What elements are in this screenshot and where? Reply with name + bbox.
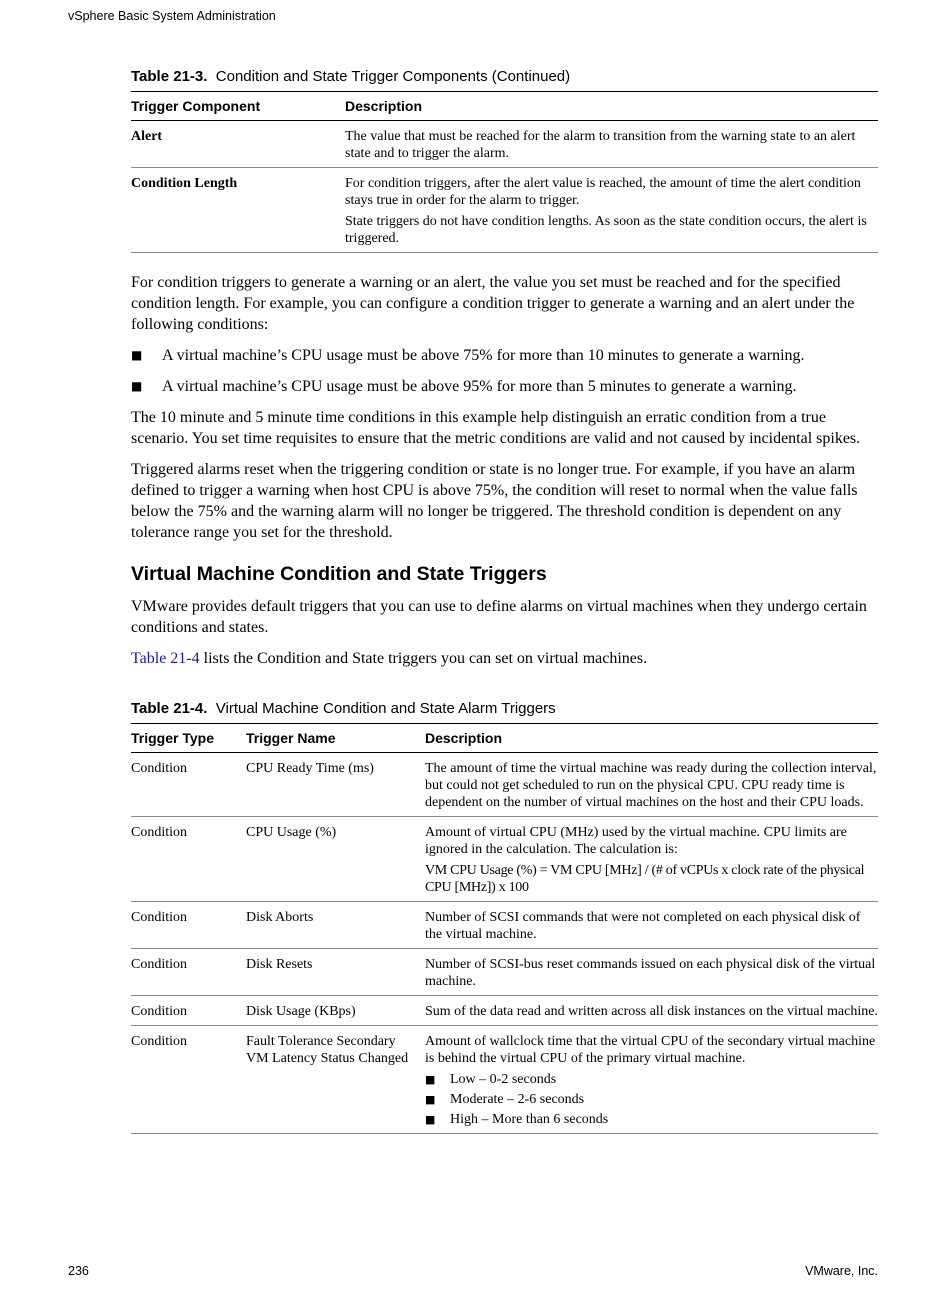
list-item-text: A virtual machine’s CPU usage must be above 75% for more than 10 minutes to generate a warning. bbox=[162, 347, 805, 364]
list-item bbox=[425, 1111, 878, 1128]
table-header-row bbox=[131, 92, 878, 121]
table-21-3-block bbox=[131, 68, 878, 253]
description-text: The amount of time the virtual machine was ready during the collection interval, but could not get scheduled to run on the physical CPU. CPU ready time is dependent on the number of virtual machines on the host and their CPU loads. bbox=[425, 761, 877, 810]
square-bullet-icon: ■ bbox=[425, 1073, 436, 1086]
trigger-type: Condition bbox=[131, 996, 246, 1026]
trigger-name: Disk Aborts bbox=[246, 902, 425, 949]
list-item-text: Low – 0-2 seconds bbox=[450, 1072, 557, 1087]
description-cell bbox=[425, 753, 878, 817]
trigger-name: Disk Usage (KBps) bbox=[246, 996, 425, 1026]
trigger-type: Condition bbox=[131, 902, 246, 949]
table-caption-text: Virtual Machine Condition and State Alarm Triggers bbox=[215, 700, 556, 717]
table-row bbox=[131, 1026, 878, 1134]
trigger-type: Condition bbox=[131, 949, 246, 996]
trigger-type: Condition bbox=[131, 1026, 246, 1134]
square-bullet-icon: ■ bbox=[425, 1093, 436, 1106]
square-bullet-icon: ■ bbox=[131, 348, 143, 362]
description-cell bbox=[425, 902, 878, 949]
table-21-4-block bbox=[131, 700, 878, 1134]
column-header: Description bbox=[425, 724, 878, 753]
running-header: vSphere Basic System Administration bbox=[68, 9, 276, 23]
table-21-4-caption bbox=[131, 700, 878, 717]
description-text: Sum of the data read and written across all disk instances on the virtual machine. bbox=[425, 1004, 878, 1019]
table-caption-text: Condition and State Trigger Components (Continued) bbox=[215, 68, 571, 85]
table-21-3-caption bbox=[131, 68, 878, 85]
table-header-row bbox=[131, 724, 878, 753]
table-21-4-link[interactable]: Table 21-4 bbox=[131, 650, 200, 667]
description-text: The value that must be reached for the alarm to transition from the warning state to an alert state and to trigger the alarm. bbox=[345, 129, 856, 161]
trigger-name: Disk Resets bbox=[246, 949, 425, 996]
list-item-text: High – More than 6 seconds bbox=[450, 1112, 609, 1127]
trigger-name: CPU Usage (%) bbox=[246, 817, 425, 902]
description-cell bbox=[425, 817, 878, 902]
table-row bbox=[131, 817, 878, 902]
list-item bbox=[131, 345, 878, 366]
column-header: Description bbox=[345, 92, 878, 121]
paragraph: VMware provides default triggers that you can use to define alarms on virtual machines when they undergo certain conditions and states. bbox=[131, 598, 867, 636]
description-cell bbox=[345, 121, 878, 168]
description-text: State triggers do not have condition lengths. As soon as the state condition occurs, the alert is triggered. bbox=[345, 214, 867, 246]
list-item bbox=[425, 1071, 878, 1088]
description-text: Number of SCSI commands that were not completed on each physical disk of the virtual machine. bbox=[425, 910, 861, 942]
description-text: Amount of wallclock time that the virtual CPU of the secondary virtual machine is behind the virtual CPU of the primary virtual machine. bbox=[425, 1034, 876, 1066]
trigger-component: Alert bbox=[131, 121, 345, 168]
paragraph: Triggered alarms reset when the triggering condition or state is no longer true. For example, if you have an alarm defined to trigger a warning when host CPU is above 75%, the condition will reset to normal when the value falls below the 75% and the warning alarm will no longer be triggered. The threshold condition is dependent on any tolerance range you set for the threshold. bbox=[131, 461, 858, 541]
table-21-4 bbox=[131, 723, 878, 1134]
table-caption-label: Table 21-3. bbox=[131, 68, 208, 85]
table-row bbox=[131, 949, 878, 996]
trigger-name: CPU Ready Time (ms) bbox=[246, 753, 425, 817]
description-cell bbox=[425, 996, 878, 1026]
formula-text: VM CPU Usage (%) = VM CPU [MHz] / (# of vCPUs x clock rate of the physical CPU [MHz]) x 100 bbox=[425, 863, 865, 895]
column-header: Trigger Type bbox=[131, 724, 246, 753]
table-21-3 bbox=[131, 91, 878, 253]
table-row bbox=[131, 168, 878, 253]
footer-company: VMware, Inc. bbox=[805, 1264, 878, 1278]
table-row bbox=[131, 753, 878, 817]
table-row bbox=[131, 902, 878, 949]
paragraph bbox=[131, 648, 878, 669]
body-text bbox=[131, 272, 878, 679]
list-item bbox=[131, 376, 878, 397]
paragraph-text: lists the Condition and State triggers you can set on virtual machines. bbox=[199, 650, 648, 667]
description-text: Amount of virtual CPU (MHz) used by the virtual machine. CPU limits are ignored in the calculation. The calculation is: bbox=[425, 825, 847, 857]
trigger-name: Fault Tolerance Secondary VM Latency Status Changed bbox=[246, 1026, 425, 1134]
paragraph: The 10 minute and 5 minute time conditions in this example help distinguish an erratic condition from a true scenario. You set time requisites to ensure that the metric conditions are valid and not caused by incidental spikes. bbox=[131, 409, 861, 447]
column-header: Trigger Component bbox=[131, 92, 345, 121]
description-cell bbox=[345, 168, 878, 253]
trigger-component: Condition Length bbox=[131, 168, 345, 253]
column-header: Trigger Name bbox=[246, 724, 425, 753]
trigger-type: Condition bbox=[131, 753, 246, 817]
description-text: For condition triggers, after the alert value is reached, the amount of time the alert condition stays true in order for the alarm to trigger. bbox=[345, 176, 861, 208]
table-caption-label: Table 21-4. bbox=[131, 700, 208, 717]
square-bullet-icon: ■ bbox=[131, 379, 143, 393]
table-row bbox=[131, 121, 878, 168]
trigger-type: Condition bbox=[131, 817, 246, 902]
paragraph: For condition triggers to generate a warning or an alert, the value you set must be reached and for the specified condition length. For example, you can configure a condition trigger to generate a warning and an alert under the following conditions: bbox=[131, 274, 855, 333]
square-bullet-icon: ■ bbox=[425, 1113, 436, 1126]
section-heading: Virtual Machine Condition and State Triggers bbox=[131, 563, 547, 585]
list-item bbox=[425, 1091, 878, 1108]
description-text: Number of SCSI-bus reset commands issued on each physical disk of the virtual machine. bbox=[425, 957, 876, 989]
list-item-text: A virtual machine’s CPU usage must be above 95% for more than 5 minutes to generate a warning. bbox=[162, 378, 797, 395]
list-item-text: Moderate – 2-6 seconds bbox=[450, 1092, 585, 1107]
description-cell bbox=[425, 1026, 878, 1134]
page-number: 236 bbox=[68, 1264, 89, 1278]
table-row bbox=[131, 996, 878, 1026]
description-cell bbox=[425, 949, 878, 996]
